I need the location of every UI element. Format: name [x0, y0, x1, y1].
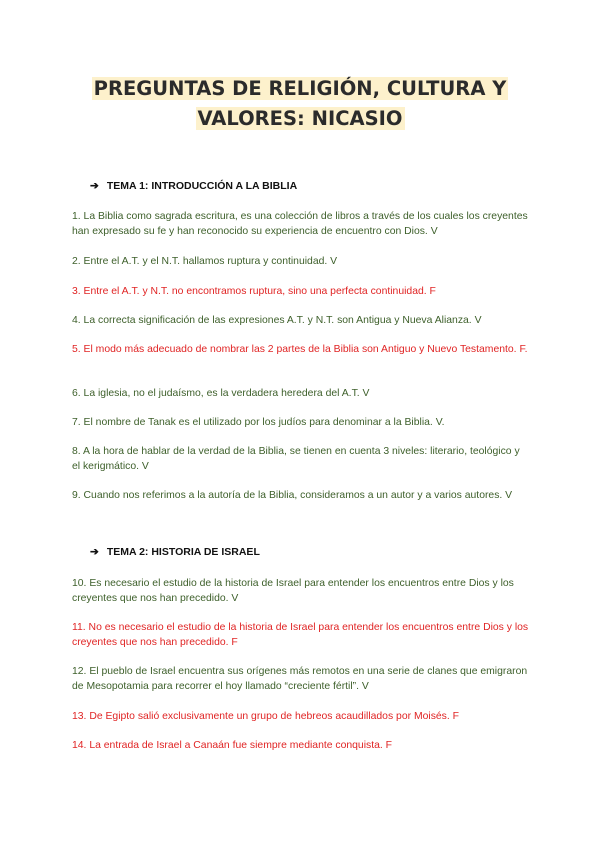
arrow-right-icon: ➔: [90, 546, 99, 558]
page-title-line-1: PREGUNTAS DE RELIGIÓN, CULTURA Y: [93, 77, 507, 100]
question-13: 13. De Egipto salió exclusivamente un grupo de hebreos acaudillados por Moisés. F: [72, 711, 459, 722]
question-6: 6. La iglesia, no el judaísmo, es la verdadera heredera del A.T. V: [72, 388, 370, 399]
question-4: 4. La correcta significación de las expresiones A.T. y N.T. son Antigua y Nueva Alianza. V: [72, 315, 482, 326]
question-9: 9. Cuando nos referimos a la autoría de la Biblia, consideramos a un autor y a varios autores. V: [72, 490, 513, 501]
page-title-line-2: VALORES: NICASIO: [197, 107, 403, 130]
arrow-right-icon: ➔: [90, 180, 99, 192]
question-14: 14. La entrada de Israel a Canaán fue siempre mediante conquista. F: [72, 740, 392, 751]
question-8: 8. A la hora de hablar de la verdad de la Biblia, se tienen en cuenta 3 niveles: literario, teológico y el kerigmático. V: [72, 446, 520, 472]
question-12: 12. El pueblo de Israel encuentra sus orígenes más remotos en una serie de clanes que emigraron de Mesopotamia para recorrer el hoy llamado “creciente fértil”. V: [72, 666, 528, 692]
section-heading-tema-1: [90, 180, 297, 192]
question-10: 10. Es necesario el estudio de la historia de Israel para entender los encuentros entre Dios y los creyentes que nos han precedido. V: [72, 578, 514, 604]
question-1: 1. La Biblia como sagrada escritura, es una colección de libros a través de los cuales los creyentes han expresado su fe y han reconocido su experiencia de encuentro con Dios. V: [72, 211, 528, 237]
question-2: 2. Entre el A.T. y el N.T. hallamos ruptura y continuidad. V: [72, 256, 338, 267]
question-5: 5. El modo más adecuado de nombrar las 2 partes de la Biblia son Antiguo y Nuevo Testamento. F.: [72, 344, 528, 355]
question-11: 11. No es necesario el estudio de la historia de Israel para entender los encuentros entre Dios y los creyentes que nos han precedido. F: [72, 622, 529, 648]
question-7: 7. El nombre de Tanak es el utilizado por los judíos para denominar a la Biblia. V.: [72, 417, 445, 428]
section-heading-label: TEMA 1: INTRODUCCIÓN A LA BIBLIA: [106, 180, 298, 192]
page-title: [0, 74, 600, 134]
question-3: 3. Entre el A.T. y N.T. no encontramos ruptura, sino una perfecta continuidad. F: [72, 286, 436, 297]
section-heading-tema-2: [90, 546, 260, 558]
section-heading-label: TEMA 2: HISTORIA DE ISRAEL: [106, 546, 260, 558]
